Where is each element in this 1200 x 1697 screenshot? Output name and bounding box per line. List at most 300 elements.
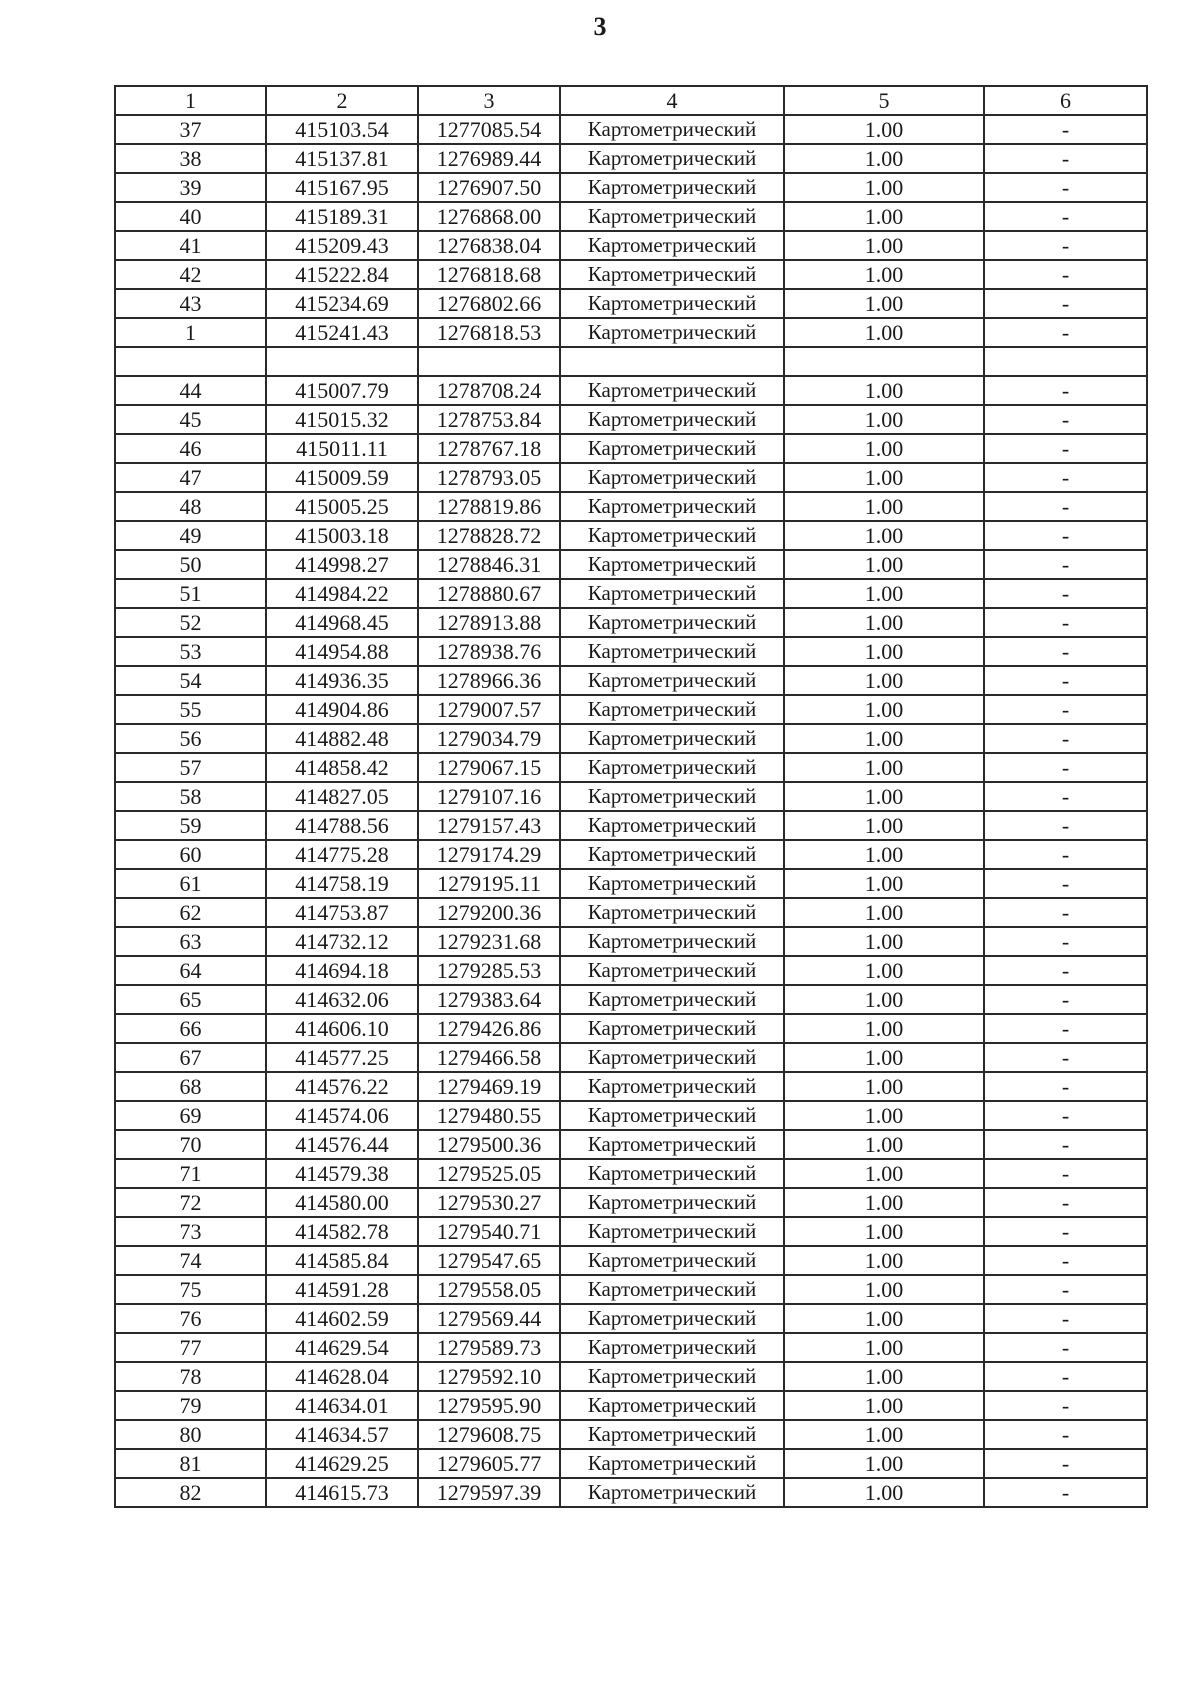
point-number-cell: 49: [115, 521, 266, 550]
note-cell: -: [984, 1072, 1147, 1101]
point-number-cell: 50: [115, 550, 266, 579]
x-coordinate-cell: 414753.87: [266, 898, 418, 927]
y-coordinate-cell: 1279383.64: [418, 985, 560, 1014]
note-cell: -: [984, 724, 1147, 753]
note-cell: -: [984, 405, 1147, 434]
table-row: [115, 1420, 1147, 1449]
y-coordinate-cell: 1279595.90: [418, 1391, 560, 1420]
x-coordinate-cell: 414606.10: [266, 1014, 418, 1043]
point-number-cell: 76: [115, 1304, 266, 1333]
y-coordinate-cell: 1279200.36: [418, 898, 560, 927]
y-coordinate-cell: 1279174.29: [418, 840, 560, 869]
x-coordinate-cell: 414984.22: [266, 579, 418, 608]
table-row: [115, 1275, 1147, 1304]
accuracy-cell: 1.00: [784, 579, 984, 608]
point-number-cell: 64: [115, 956, 266, 985]
method-cell: Картометрический: [560, 1275, 784, 1304]
method-cell: Картометрический: [560, 144, 784, 173]
point-number-cell: 51: [115, 579, 266, 608]
y-coordinate-cell: 1279500.36: [418, 1130, 560, 1159]
x-coordinate-cell: 414580.00: [266, 1188, 418, 1217]
note-cell: -: [984, 1420, 1147, 1449]
note-cell: -: [984, 1188, 1147, 1217]
x-coordinate-cell: 415189.31: [266, 202, 418, 231]
point-number-cell: 77: [115, 1333, 266, 1362]
method-cell: Картометрический: [560, 1449, 784, 1478]
table-row: [115, 840, 1147, 869]
point-number-cell: 47: [115, 463, 266, 492]
accuracy-cell: 1.00: [784, 1362, 984, 1391]
y-coordinate-cell: 1279540.71: [418, 1217, 560, 1246]
accuracy-cell: 1.00: [784, 637, 984, 666]
table-row: [115, 608, 1147, 637]
x-coordinate-cell: 414574.06: [266, 1101, 418, 1130]
method-cell: Картометрический: [560, 521, 784, 550]
note-cell: -: [984, 492, 1147, 521]
method-cell: Картометрический: [560, 1101, 784, 1130]
note-cell: -: [984, 144, 1147, 173]
method-cell: Картометрический: [560, 666, 784, 695]
table-row: [115, 1449, 1147, 1478]
y-coordinate-cell: 1279597.39: [418, 1478, 560, 1507]
note-cell: -: [984, 1391, 1147, 1420]
y-coordinate-cell: 1276818.53: [418, 318, 560, 347]
note-cell: -: [984, 1449, 1147, 1478]
method-cell: Картометрический: [560, 782, 784, 811]
point-number-cell: 75: [115, 1275, 266, 1304]
accuracy-cell: 1.00: [784, 289, 984, 318]
accuracy-cell: 1.00: [784, 927, 984, 956]
y-coordinate-cell: 1279195.11: [418, 869, 560, 898]
x-coordinate-cell: 414936.35: [266, 666, 418, 695]
y-coordinate-cell: 1279067.15: [418, 753, 560, 782]
y-coordinate-cell: 1279558.05: [418, 1275, 560, 1304]
method-cell: Картометрический: [560, 579, 784, 608]
note-cell: -: [984, 695, 1147, 724]
accuracy-cell: 1.00: [784, 1188, 984, 1217]
x-coordinate-cell: 414858.42: [266, 753, 418, 782]
x-coordinate-cell: 415167.95: [266, 173, 418, 202]
accuracy-cell: 1.00: [784, 811, 984, 840]
method-cell: Картометрический: [560, 1159, 784, 1188]
method-cell: Картометрический: [560, 492, 784, 521]
method-cell: Картометрический: [560, 1478, 784, 1507]
table-row: [115, 521, 1147, 550]
accuracy-cell: 1.00: [784, 463, 984, 492]
note-cell: -: [984, 1362, 1147, 1391]
note-cell: -: [984, 782, 1147, 811]
note-cell: -: [984, 1333, 1147, 1362]
method-cell: Картометрический: [560, 115, 784, 144]
y-coordinate-cell: 1278828.72: [418, 521, 560, 550]
y-coordinate-cell: 1279530.27: [418, 1188, 560, 1217]
y-coordinate-cell: 1279231.68: [418, 927, 560, 956]
table-row: [115, 1130, 1147, 1159]
table-row: [115, 231, 1147, 260]
x-coordinate-cell: 414758.19: [266, 869, 418, 898]
accuracy-cell: 1.00: [784, 434, 984, 463]
method-cell: Картометрический: [560, 608, 784, 637]
x-coordinate-cell: 415137.81: [266, 144, 418, 173]
accuracy-cell: 1.00: [784, 202, 984, 231]
y-coordinate-cell: 1279426.86: [418, 1014, 560, 1043]
accuracy-cell: 1.00: [784, 753, 984, 782]
y-coordinate-cell: 1278966.36: [418, 666, 560, 695]
point-number-cell: 45: [115, 405, 266, 434]
table-row: [115, 202, 1147, 231]
accuracy-cell: 1.00: [784, 115, 984, 144]
point-number-cell: 59: [115, 811, 266, 840]
method-cell: Картометрический: [560, 898, 784, 927]
point-number-cell: 63: [115, 927, 266, 956]
method-cell: Картометрический: [560, 260, 784, 289]
point-number-cell: 68: [115, 1072, 266, 1101]
note-cell: -: [984, 637, 1147, 666]
x-coordinate-cell: 415234.69: [266, 289, 418, 318]
table-row: [115, 1362, 1147, 1391]
accuracy-cell: 1.00: [784, 782, 984, 811]
method-cell: Картометрический: [560, 956, 784, 985]
header-row: [115, 86, 1147, 115]
table-row: [115, 318, 1147, 347]
accuracy-cell: 1.00: [784, 1420, 984, 1449]
y-coordinate-cell: 1279469.19: [418, 1072, 560, 1101]
point-number-cell: 46: [115, 434, 266, 463]
y-coordinate-cell: 1278913.88: [418, 608, 560, 637]
accuracy-cell: 1.00: [784, 1014, 984, 1043]
point-number-cell: 43: [115, 289, 266, 318]
note-cell: -: [984, 202, 1147, 231]
table-row: [115, 376, 1147, 405]
accuracy-cell: 1.00: [784, 173, 984, 202]
x-coordinate-cell: 414775.28: [266, 840, 418, 869]
method-cell: Картометрический: [560, 1333, 784, 1362]
x-coordinate-cell: 414634.01: [266, 1391, 418, 1420]
method-cell: Картометрический: [560, 1304, 784, 1333]
point-number-cell: 81: [115, 1449, 266, 1478]
x-coordinate-cell: 414585.84: [266, 1246, 418, 1275]
x-coordinate-cell: 414954.88: [266, 637, 418, 666]
method-cell: Картометрический: [560, 231, 784, 260]
table-row: [115, 956, 1147, 985]
note-cell: -: [984, 521, 1147, 550]
point-number-cell: 72: [115, 1188, 266, 1217]
note-cell: -: [984, 115, 1147, 144]
y-coordinate-cell: 1277085.54: [418, 115, 560, 144]
point-number-cell: 74: [115, 1246, 266, 1275]
y-coordinate-cell: 1279034.79: [418, 724, 560, 753]
y-coordinate-cell: 1276989.44: [418, 144, 560, 173]
table-row: [115, 434, 1147, 463]
point-number-cell: 80: [115, 1420, 266, 1449]
table-row: [115, 927, 1147, 956]
point-number-cell: 53: [115, 637, 266, 666]
table-row: [115, 1391, 1147, 1420]
accuracy-cell: 1.00: [784, 376, 984, 405]
table-row: [115, 782, 1147, 811]
note-cell: -: [984, 1014, 1147, 1043]
y-coordinate-cell: 1279605.77: [418, 1449, 560, 1478]
y-coordinate-cell: 1278708.24: [418, 376, 560, 405]
y-coordinate-cell: 1278938.76: [418, 637, 560, 666]
table-row: [115, 289, 1147, 318]
table-row: [115, 492, 1147, 521]
method-cell: Картометрический: [560, 811, 784, 840]
note-cell: -: [984, 1478, 1147, 1507]
note-cell: -: [984, 289, 1147, 318]
page-number: 3: [593, 12, 607, 41]
x-coordinate-cell: 414904.86: [266, 695, 418, 724]
y-coordinate-cell: 1279608.75: [418, 1420, 560, 1449]
table-row: [115, 753, 1147, 782]
table-row: [115, 666, 1147, 695]
accuracy-cell: 1.00: [784, 898, 984, 927]
method-cell: Картометрический: [560, 1072, 784, 1101]
x-coordinate-cell: 414591.28: [266, 1275, 418, 1304]
table-row: [115, 1072, 1147, 1101]
note-cell: -: [984, 1130, 1147, 1159]
y-coordinate-cell: 1276802.66: [418, 289, 560, 318]
note-cell: -: [984, 811, 1147, 840]
point-number-cell: 39: [115, 173, 266, 202]
accuracy-cell: 1.00: [784, 666, 984, 695]
accuracy-cell: 1.00: [784, 695, 984, 724]
note-cell: -: [984, 579, 1147, 608]
table-row: [115, 1217, 1147, 1246]
table-row: [115, 1478, 1147, 1507]
y-coordinate-cell: 1279525.05: [418, 1159, 560, 1188]
note-cell: -: [984, 376, 1147, 405]
table-row: [115, 1043, 1147, 1072]
y-coordinate-cell: 1279157.43: [418, 811, 560, 840]
accuracy-cell: 1.00: [784, 318, 984, 347]
table-row: [115, 1159, 1147, 1188]
table-row: [115, 1333, 1147, 1362]
point-number-cell: 70: [115, 1130, 266, 1159]
note-cell: [984, 347, 1147, 376]
accuracy-cell: [784, 347, 984, 376]
method-cell: Картометрический: [560, 724, 784, 753]
point-number-cell: 71: [115, 1159, 266, 1188]
accuracy-cell: 1.00: [784, 1072, 984, 1101]
table-body: [115, 115, 1147, 1507]
point-number-cell: 48: [115, 492, 266, 521]
y-coordinate-cell: 1278793.05: [418, 463, 560, 492]
x-coordinate-cell: 414576.44: [266, 1130, 418, 1159]
point-number-cell: [115, 347, 266, 376]
x-coordinate-cell: 415009.59: [266, 463, 418, 492]
note-cell: -: [984, 985, 1147, 1014]
x-coordinate-cell: [266, 347, 418, 376]
note-cell: -: [984, 840, 1147, 869]
table-row: [115, 173, 1147, 202]
point-number-cell: 78: [115, 1362, 266, 1391]
method-cell: Картометрический: [560, 405, 784, 434]
note-cell: -: [984, 1304, 1147, 1333]
column-header-2: 2: [266, 86, 418, 115]
accuracy-cell: 1.00: [784, 492, 984, 521]
method-cell: Картометрический: [560, 695, 784, 724]
accuracy-cell: 1.00: [784, 1246, 984, 1275]
table-row: [115, 260, 1147, 289]
table-row: [115, 347, 1147, 376]
method-cell: [560, 347, 784, 376]
method-cell: Картометрический: [560, 1130, 784, 1159]
point-number-cell: 37: [115, 115, 266, 144]
accuracy-cell: 1.00: [784, 956, 984, 985]
point-number-cell: 61: [115, 869, 266, 898]
table-row: [115, 550, 1147, 579]
table-row: [115, 463, 1147, 492]
method-cell: Картометрический: [560, 1014, 784, 1043]
note-cell: -: [984, 753, 1147, 782]
column-header-1: 1: [115, 86, 266, 115]
column-header-6: 6: [984, 86, 1147, 115]
accuracy-cell: 1.00: [784, 1275, 984, 1304]
column-header-4: 4: [560, 86, 784, 115]
method-cell: Картометрический: [560, 376, 784, 405]
x-coordinate-cell: 415103.54: [266, 115, 418, 144]
x-coordinate-cell: 415005.25: [266, 492, 418, 521]
x-coordinate-cell: 414882.48: [266, 724, 418, 753]
method-cell: Картометрический: [560, 840, 784, 869]
accuracy-cell: 1.00: [784, 1391, 984, 1420]
point-number-cell: 65: [115, 985, 266, 1014]
accuracy-cell: 1.00: [784, 1043, 984, 1072]
y-coordinate-cell: 1278846.31: [418, 550, 560, 579]
x-coordinate-cell: 414827.05: [266, 782, 418, 811]
point-number-cell: 57: [115, 753, 266, 782]
y-coordinate-cell: 1278880.67: [418, 579, 560, 608]
method-cell: Картометрический: [560, 173, 784, 202]
note-cell: -: [984, 1217, 1147, 1246]
accuracy-cell: 1.00: [784, 1130, 984, 1159]
table-row: [115, 695, 1147, 724]
accuracy-cell: 1.00: [784, 1449, 984, 1478]
y-coordinate-cell: 1279547.65: [418, 1246, 560, 1275]
accuracy-cell: 1.00: [784, 1478, 984, 1507]
note-cell: -: [984, 1246, 1147, 1275]
table-row: [115, 405, 1147, 434]
y-coordinate-cell: 1279592.10: [418, 1362, 560, 1391]
method-cell: Картометрический: [560, 1217, 784, 1246]
table-row: [115, 115, 1147, 144]
point-number-cell: 62: [115, 898, 266, 927]
method-cell: Картометрический: [560, 434, 784, 463]
method-cell: Картометрический: [560, 985, 784, 1014]
point-number-cell: 60: [115, 840, 266, 869]
point-number-cell: 73: [115, 1217, 266, 1246]
accuracy-cell: 1.00: [784, 260, 984, 289]
y-coordinate-cell: 1279466.58: [418, 1043, 560, 1072]
y-coordinate-cell: 1279107.16: [418, 782, 560, 811]
method-cell: Картометрический: [560, 1043, 784, 1072]
accuracy-cell: 1.00: [784, 231, 984, 260]
table-row: [115, 1101, 1147, 1130]
table-header: [115, 86, 1147, 115]
note-cell: -: [984, 608, 1147, 637]
method-cell: Картометрический: [560, 869, 784, 898]
x-coordinate-cell: 415015.32: [266, 405, 418, 434]
note-cell: -: [984, 666, 1147, 695]
note-cell: -: [984, 1275, 1147, 1304]
x-coordinate-cell: 414579.38: [266, 1159, 418, 1188]
method-cell: Картометрический: [560, 318, 784, 347]
x-coordinate-cell: 414577.25: [266, 1043, 418, 1072]
accuracy-cell: 1.00: [784, 869, 984, 898]
accuracy-cell: 1.00: [784, 840, 984, 869]
x-coordinate-cell: 415222.84: [266, 260, 418, 289]
table-row: [115, 985, 1147, 1014]
table-row: [115, 1304, 1147, 1333]
x-coordinate-cell: 414615.73: [266, 1478, 418, 1507]
point-number-cell: 55: [115, 695, 266, 724]
x-coordinate-cell: 415007.79: [266, 376, 418, 405]
x-coordinate-cell: 414632.06: [266, 985, 418, 1014]
point-number-cell: 42: [115, 260, 266, 289]
table-row: [115, 637, 1147, 666]
point-number-cell: 54: [115, 666, 266, 695]
x-coordinate-cell: 414602.59: [266, 1304, 418, 1333]
point-number-cell: 66: [115, 1014, 266, 1043]
point-number-cell: 44: [115, 376, 266, 405]
method-cell: Картометрический: [560, 927, 784, 956]
note-cell: -: [984, 956, 1147, 985]
point-number-cell: 79: [115, 1391, 266, 1420]
x-coordinate-cell: 415209.43: [266, 231, 418, 260]
y-coordinate-cell: 1276818.68: [418, 260, 560, 289]
y-coordinate-cell: 1279480.55: [418, 1101, 560, 1130]
y-coordinate-cell: 1278819.86: [418, 492, 560, 521]
note-cell: -: [984, 434, 1147, 463]
x-coordinate-cell: 414628.04: [266, 1362, 418, 1391]
y-coordinate-cell: 1276907.50: [418, 173, 560, 202]
accuracy-cell: 1.00: [784, 608, 984, 637]
note-cell: -: [984, 231, 1147, 260]
note-cell: -: [984, 260, 1147, 289]
accuracy-cell: 1.00: [784, 985, 984, 1014]
y-coordinate-cell: 1279285.53: [418, 956, 560, 985]
x-coordinate-cell: 415241.43: [266, 318, 418, 347]
point-number-cell: 40: [115, 202, 266, 231]
note-cell: -: [984, 173, 1147, 202]
y-coordinate-cell: 1278753.84: [418, 405, 560, 434]
x-coordinate-cell: 414582.78: [266, 1217, 418, 1246]
accuracy-cell: 1.00: [784, 1217, 984, 1246]
point-number-cell: 52: [115, 608, 266, 637]
x-coordinate-cell: 415011.11: [266, 434, 418, 463]
method-cell: Картометрический: [560, 637, 784, 666]
column-header-3: 3: [418, 86, 560, 115]
x-coordinate-cell: 414732.12: [266, 927, 418, 956]
method-cell: Картометрический: [560, 1391, 784, 1420]
table-row: [115, 144, 1147, 173]
note-cell: -: [984, 550, 1147, 579]
method-cell: Картометрический: [560, 550, 784, 579]
point-number-cell: 38: [115, 144, 266, 173]
table-row: [115, 811, 1147, 840]
method-cell: Картометрический: [560, 1420, 784, 1449]
table-row: [115, 869, 1147, 898]
x-coordinate-cell: 414788.56: [266, 811, 418, 840]
accuracy-cell: 1.00: [784, 1101, 984, 1130]
method-cell: Картометрический: [560, 202, 784, 231]
point-number-cell: 67: [115, 1043, 266, 1072]
note-cell: -: [984, 869, 1147, 898]
x-coordinate-cell: 414998.27: [266, 550, 418, 579]
point-number-cell: 69: [115, 1101, 266, 1130]
accuracy-cell: 1.00: [784, 144, 984, 173]
